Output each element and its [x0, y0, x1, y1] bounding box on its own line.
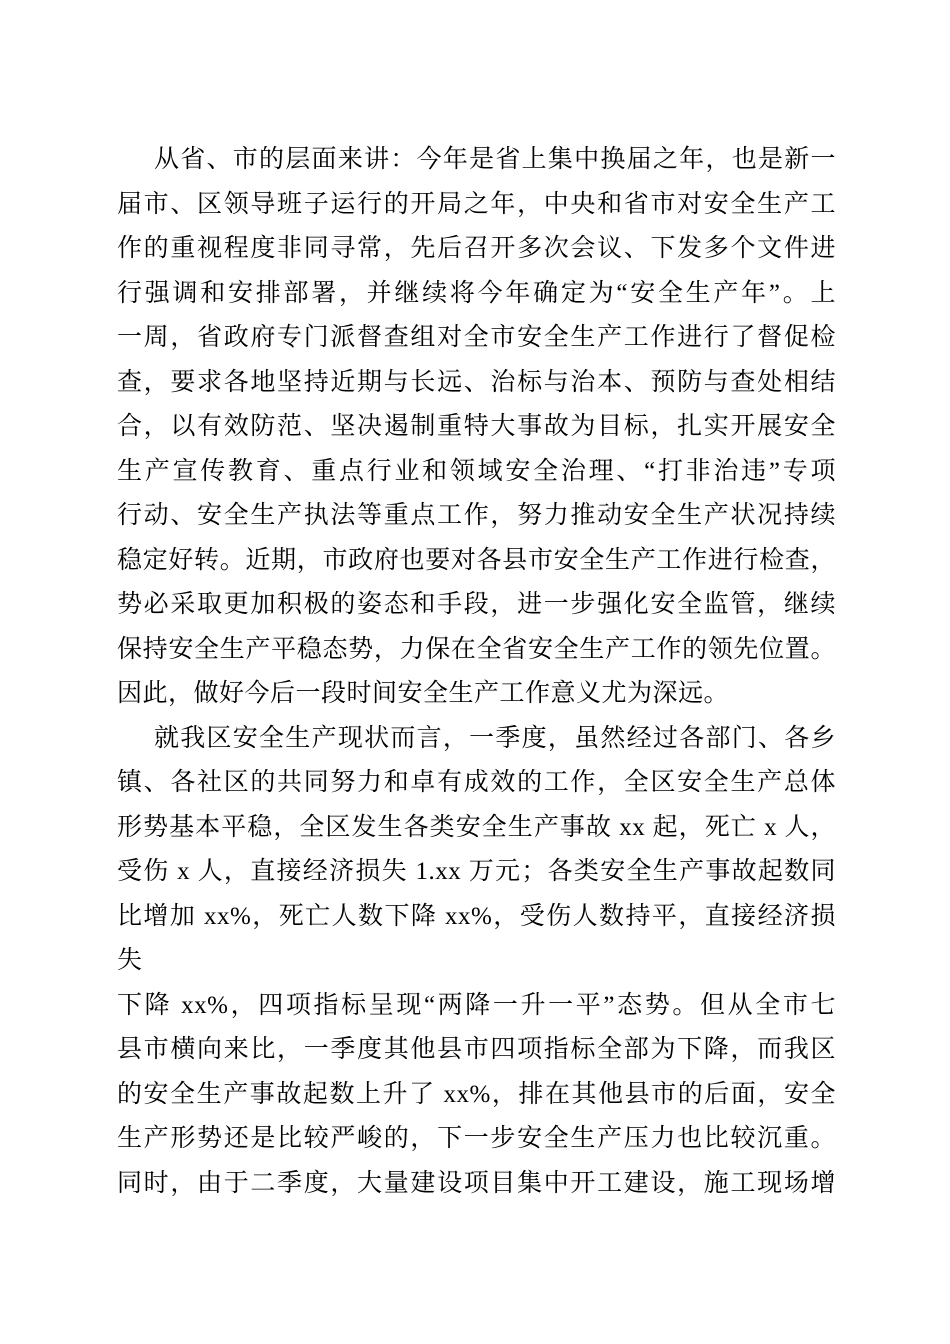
text-line: 作的重视程度非同寻常，先后召开多次会议、下发多个文件进 [117, 235, 836, 262]
text-line: 受伤 x 人，直接经济损失 1.xx 万元；各类安全生产事故起数同 [117, 858, 836, 885]
text-line: 的安全生产事故起数上升了 xx%，排在其他县市的后面，安全 [117, 1080, 836, 1108]
text-line: 县市横向来比，一季度其他县市四项指标全部为下降，而我区 [117, 1036, 836, 1063]
text-line: 合，以有效防范、坚决遏制重特大事故为目标，扎实开展安全 [117, 413, 836, 440]
paragraph [117, 138, 836, 717]
text-line: 因此，做好今后一段时间安全生产工作意义尤为深远。 [117, 680, 730, 707]
text-line: 势必采取更加积极的姿态和手段，进一步强化安全监管，继续 [117, 591, 836, 618]
paragraph [117, 717, 836, 1207]
text-line: 下降 xx%，四项指标呈现“两降一升一平”态势。但从全市七 [117, 991, 836, 1019]
text-line: 行动、安全生产执法等重点工作，努力推动安全生产状况持续 [117, 502, 836, 529]
text-line: 届市、区领导班子运行的开局之年，中央和省市对安全生产工 [117, 190, 836, 218]
text-line: 形势基本平稳，全区发生各类安全生产事故 xx 起，死亡 x 人， [117, 813, 836, 841]
text-line: 一周，省政府专门派督查组对全市安全生产工作进行了督促检 [117, 324, 836, 351]
text-line: 生产形势还是比较严峻的，下一步安全生产压力也比较沉重。 [117, 1125, 836, 1152]
text-line: 就我区安全生产现状而言，一季度，虽然经过各部门、各乡 [154, 724, 836, 752]
text-line: 行强调和安排部署，并继续将今年确定为“安全生产年”。上 [117, 279, 836, 307]
text-line: 稳定好转。近期，市政府也要对各县市安全生产工作进行检查， [117, 546, 836, 574]
text-line: 比增加 xx%，死亡人数下降 xx%，受伤人数持平，直接经济损失 [117, 902, 836, 974]
text-line: 生产宣传教育、重点行业和领域安全治理、“打非治违”专项 [117, 457, 836, 485]
text-line: 从省、市的层面来讲：今年是省上集中换届之年，也是新一 [154, 146, 836, 173]
text-line: 同时，由于二季度，大量建设项目集中开工建设，施工现场增 [117, 1169, 836, 1197]
text-line: 镇、各社区的共同努力和卓有成效的工作，全区安全生产总体 [117, 769, 836, 796]
document-body [117, 138, 836, 1206]
text-line: 保持安全生产平稳态势，力保在全省安全生产工作的领先位置。 [117, 635, 836, 663]
text-line: 查，要求各地坚持近期与长远、治标与治本、预防与查处相结 [117, 368, 836, 396]
